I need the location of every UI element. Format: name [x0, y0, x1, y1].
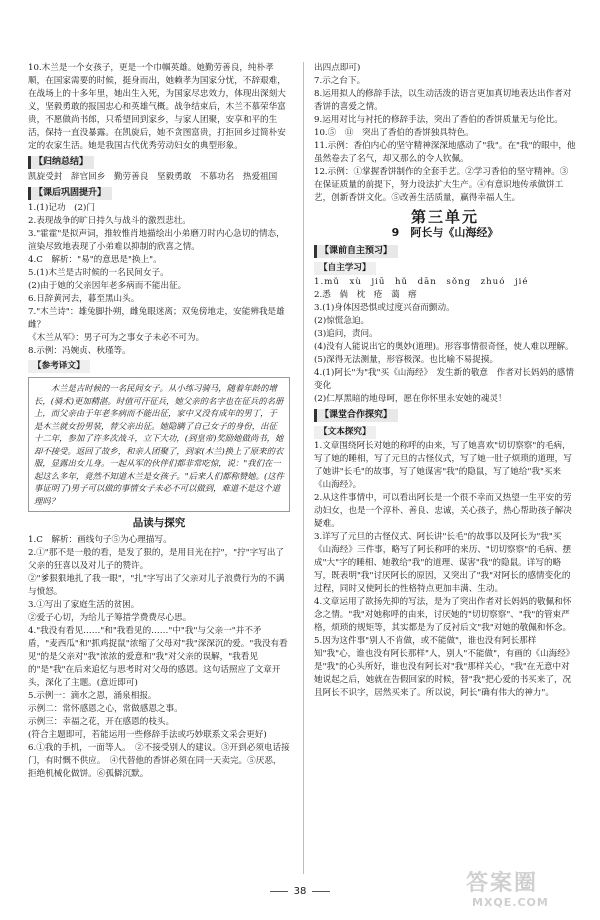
read-3: 3.①写出了家庭生活的贫困。	[28, 600, 140, 610]
right-column	[314, 62, 576, 700]
read-5c: 示例三：幸福之花，开在感恩的枝头。	[28, 717, 175, 727]
cont-12: 12.示例：①掌握香饼制作的全套手艺。②学习香伯的坚守精神。③在保证质量的前提下，努力设法扩大生产。④有意识地传承做饼工艺，创新香饼文化。⑤改善生活质量，赢得幸福人生。	[314, 167, 569, 203]
char-answers: 2.悉 倘 枕 疮 蔼 瘩	[314, 290, 417, 300]
consolidate-6: 6.日辞黄河去，暮至黑山头。	[28, 294, 140, 304]
cont-9: 9.运用对比与衬托的修辞手法，突出了香伯的香饼质量无与伦比。	[314, 115, 563, 125]
preview-4b: (2)仁厚黑暗的地母呵，愿在你怀里永安她的魂灵！	[314, 394, 507, 404]
preview-4: 4.(1)阿长"为"我"买《山海经》 发生新的敬意 作者对长妈妈的感情变化	[314, 368, 574, 391]
cont-10: 10.⑤ ⑪ 突出了香伯的香饼独具特色。	[314, 128, 474, 138]
page-number: 38	[0, 886, 600, 897]
read-1: 1.C 解析：画线句子⑤为心理描写。	[28, 535, 172, 545]
consolidate-8: 8.示例：冯婉贞、秋瑾等。	[28, 346, 131, 356]
word-meaning-1: 3.(1)身体因恐惧或过度兴奋而颤动。	[314, 303, 455, 313]
consolidate-5b: (2)由于她的父亲因年老多病而不能出征。	[28, 281, 187, 291]
read-2: 2.①"那不是一般的看，是发了狠的，是用目光在拧"，"拧"字写出了父亲的狂喜以及对儿子的赞许。	[28, 548, 285, 571]
consolidate-heading: 【课后巩固提升】	[28, 187, 112, 200]
watermark-bottom-text: MXQE.COM	[472, 896, 549, 909]
word-meaning-3: (3)追问，责问。	[314, 329, 378, 339]
read-4: 4."我没有看见……"和"我看见的……"中"我"与父亲一"并不矛盾，"麦西瓜"和"抓鸡捉鼠"浓缩了父母对"我"深深沉的爱。"我没有看见"的是父亲对"我"浓浓的爱意和"我"对父亲的误解，"我看见的"是"我"在后来追忆与思考时对父母的感恩。这句话照应了文章开头，深化了主题。(意近即可)	[28, 626, 288, 688]
self-study-heading: 【自主学习】	[314, 262, 376, 275]
read-5: 5.示例一：滴水之恩，涌泉相报。	[28, 691, 157, 701]
translation-heading: 【参考译文】	[28, 360, 90, 373]
word-meaning-2: (2)惊慌急迫。	[314, 316, 370, 326]
consolidate-7: 7."木兰诗"：雄兔脚扑朔，雌兔眼迷离；双兔傍地走，安能辨我是雄雌？	[28, 307, 285, 330]
consolidate-2: 2.表现战争的旷日持久与战斗的激烈悲壮。	[28, 216, 191, 226]
text-explore-heading: 【文本探究】	[314, 426, 376, 439]
read-5b: 示例二：常怀感恩之心，常做感恩之事。	[28, 704, 183, 714]
pinyin-answers: 1.mǔ xù jiū hǔ dān sǒng zhuó jié	[314, 277, 529, 287]
answer-page	[28, 62, 576, 882]
class-heading: 【课堂合作探究】	[314, 409, 398, 422]
column-divider	[303, 62, 304, 874]
summary-text: 凯旋受封 辞官回乡 勤劳善良 坚毅勇敢 不慕功名 热爱祖国	[28, 172, 278, 182]
unit-title: 第三单元	[410, 208, 479, 226]
cont-11: 11.示例：香伯内心的坚守精神深深地感动了"我"。在"我"的眼中，他虽然卷去了名气，却又那么的令人钦佩。	[314, 141, 576, 164]
explore-1: 1.文章围绕阿长对她的称呼的由来，写了她喜欢"切切察察"的毛病，写了她的睡相，写了元旦的古怪仪式，写了她一肚子烦琐的道理，写了她讲"长毛"的故事，写了她谋害"我"的隐鼠，写了她给"我"买来《山海经》。	[314, 441, 572, 490]
read-6: 6.①我的手机，一面等人。 ②不接受别人的建议。③开到必须电话接门，有时慨不供应。 ④代替他的香饼必须在同一天卖完。⑤厌恶，拒绝机械化做饼。⑥孤僻沉默。	[28, 743, 290, 779]
consolidate-1: 1.(1)记功 (2)门	[28, 203, 95, 213]
explore-5: 5.因为这件事"别人不肯做，或不能做"，谁也没有阿长那样知"我"心，谁也没有阿长那样"人，别人"不能做"，有画的《山海经》是"我"的心头所好，谁也没有阿长对"我"那样关心，"我"在无意中对她说起之后，她就在告假回家的时候，替"我"把心爱的书买来了，况且阿长不识字，居然买来了。所以说，阿长"确有伟大的神力"。	[314, 636, 575, 698]
read-3b: ②爱子心切，为给儿子筹措学费费尽心思。	[28, 613, 192, 623]
left-column	[28, 62, 290, 781]
explore-4: 4.文章运用了欲扬先抑的写法，是为了突出作者对长妈妈的敬佩和怀念之情。"我"对她称呼的由来，讨厌她的"切切察察"、"我"的管束严格，烦琐的规矩等，其实都是为了反衬后文"我"对她的敬佩和怀念。	[314, 597, 572, 633]
lesson-title: 9 阿长与《山海经》	[391, 226, 499, 239]
watermark-top-text: 答案圈	[466, 871, 539, 896]
section-title: 品读与探究	[132, 517, 186, 529]
word-meaning-4: (4)没有人能说出它的奥妙(道理)。形容事情很奇怪，使人难以理解。	[314, 342, 574, 352]
cont-1: 出四点即可)	[314, 63, 361, 73]
consolidate-7b: 《木兰从军》：男子可为之事女子未必不可为。	[28, 333, 205, 343]
consolidate-5a: 5.(1)木兰是古时候的一名民间女子。	[28, 268, 169, 278]
consolidate-3: 3."霍霍"是拟声词，推较惟肖地描绘出小弟磨刀时内心急切的情态，渲染尽致地表现了小弟难以抑制的欣喜之情。	[28, 229, 285, 252]
answer-10: 10.木兰是一个女孩子，更是一个巾帼英雄。她勤劳善良，纯朴孝顺，在国家需要的时候，挺身而出，她赖孝为国家分忧，不辞艰难，在战场上的十多年里，她出生入死，为国家尽忠效力，体现出深刻大义，坚毅勇敢的报国忠心和英雄气概。战争结束后，木兰不慕荣华富贵，不愿做尚书郎，只希望回到家乡，与家人团聚，安享和平的生活，保持一直没暴露。在凯旋后，她不贪图富贵，打拒回乡过简朴安定的农家生活。她是我国古代优秀劳动妇女的典型形象。	[28, 63, 286, 151]
consolidate-4: 4.C 解析："易"的意思是"换上"。	[28, 255, 162, 265]
explore-2: 2.从这件事情中，可以看出阿长是一个很不幸而又热望一生平安的劳动妇女，也是一个淳朴、善良、忠诚，关心孩子，热心帮助孩子解决疑难。	[314, 493, 572, 529]
translation-box: 木兰是古时候的一名民间女子。从小练习骑马，随着年龄的增长，(骑术)更加精湛。时值可汗征兵，她父亲的名字也在征兵的名册上，而父亲由于年老多病而不能出征，家中又没有成年的男丁，于是木兰就女扮男装，替父亲出征。她隐瞒了自己女子的身份，出征十二年，参加了许多次战斗，立下大功，(到皇帝)奖励她做尚书，她却不接受。返回了故乡，和亲人团聚了，到家(木兰)换上了原来的衣服，显露出女儿身。一起从军的伙伴们都非常吃惊，说："我们在一起这么多年，竟然不知道木兰是女孩子。"后来人们都称赞她。(这件事证明了)男子可以做的事情女子未必不可以做到，难道不是这个道理吗？	[28, 377, 290, 512]
read-5d: (符合主题即可，若能运用一些修辞手法或巧妙联系文采会更好)	[28, 730, 267, 740]
read-2b: ②"爹狠狠地扎了我一眼"，"扎"字写出了父亲对儿子浪费行为的不满与愤怒。	[28, 574, 285, 597]
summary-heading: 【归纳总结】	[28, 156, 94, 169]
watermark-logo	[466, 872, 586, 912]
preview-heading: 【课前自主预习】	[314, 245, 398, 258]
word-meaning-5: (5)深得无法测量，形容极深。也比喻不易捉摸。	[314, 355, 499, 365]
cont-8: 8.运用拟人的修辞手法，以生动活泼的语言更加真切地表达出作者对香饼的喜爱之情。	[314, 89, 572, 112]
explore-3: 3.详写了元旦的古怪仪式、阿长讲"长毛"的故事以及阿长为"我"买《山海经》三件事，略写了阿长称呼的来历、"切切察察"的毛病、摆成"大"字的睡相、她教给"我"的道理、谋害"我"的隐鼠。详写的略写，既表明"我"讨厌阿长的原因，又突出了"我"对阿长的感情变化的过程，同时又使阿长的性格特点更加丰满、生动。	[314, 532, 572, 594]
cont-7: 7.示之台下。	[314, 76, 366, 86]
